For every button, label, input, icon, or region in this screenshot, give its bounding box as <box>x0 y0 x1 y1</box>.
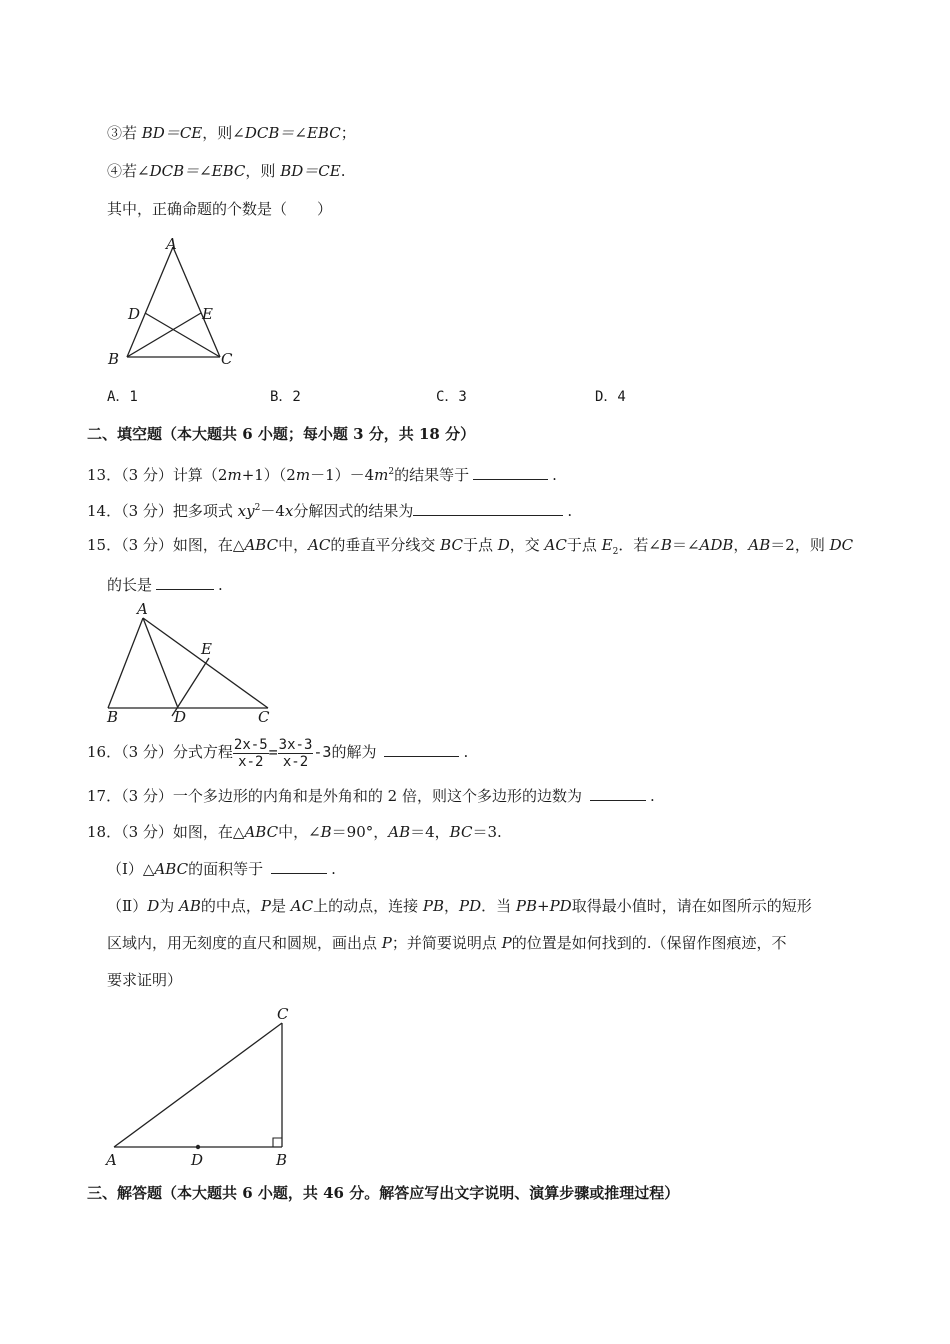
q12-statement-3: ③若 BD＝CE，则∠DCB＝∠EBC； <box>107 124 356 142</box>
q14: 14．（3 分）把多项式 $xy^2-4x$分解因式的结果为 . <box>87 502 573 520</box>
q18-right-triangle-figure <box>100 1002 300 1174</box>
q18-part2-line1: （Ⅱ）D为 AB的中点，P是 AC上的动点，连接 PB，PD．当 PB+PD取得最小值时，请在如图所示的短形 <box>107 897 812 915</box>
q16-fraction-right: $\frac{3x-3}{x-2}$ <box>278 736 313 770</box>
q15-label-e: E <box>201 640 212 658</box>
q17: 17．（3 分）一个多边形的内角和是外角和的 2 倍，则这个多边形的边数为 . <box>87 787 655 805</box>
q18-midpoint-d-dot <box>196 1145 200 1149</box>
q12-statement-4: ④若∠DCB＝∠EBC，则 BD＝CE. <box>107 162 346 180</box>
q17-answer-blank[interactable] <box>590 786 646 801</box>
q15-triangle-figure <box>100 598 280 726</box>
q13-answer-blank[interactable] <box>473 465 548 480</box>
section3-heading: 三、解答题（本大题共 6 小题，共 46 分。解答应写出文字说明、演算步骤或推理过程） <box>87 1184 680 1202</box>
q18-label-b: B <box>276 1151 288 1169</box>
q18-part2-line3: 要求证明） <box>107 971 183 989</box>
q15-line1: 15．（3 分）如图，在△ABC中，AC的垂直平分线交 BC于点 D，交 AC于点 $E_2$．若∠B＝∠ADB，AB＝2，则 DC <box>87 536 854 557</box>
section2-heading: 二、填空题（本大题共 6 小题；每小题 3 分，共 18 分） <box>87 425 476 443</box>
q15-label-b: B <box>107 708 119 726</box>
q12-option-d[interactable]: D．4 <box>595 389 626 405</box>
q12-triangle-figure <box>100 233 250 368</box>
q14-answer-blank[interactable] <box>413 501 563 516</box>
q15-line2: 的长是 . <box>107 576 223 594</box>
q15-label-c: C <box>258 708 270 726</box>
q12-label-e: E <box>202 305 213 323</box>
q18-label-c: C <box>277 1005 289 1023</box>
q18-part1-answer-blank[interactable] <box>271 859 327 874</box>
q12-question: 其中，正确命题的个数是（ ） <box>107 200 333 218</box>
q18-label-a: A <box>106 1151 117 1169</box>
q18-part1: （Ⅰ）△ABC的面积等于 . <box>107 860 336 878</box>
q15-label-a: A <box>137 600 148 618</box>
q12-option-c[interactable]: C．3 <box>436 389 467 405</box>
q12-label-d: D <box>128 305 141 323</box>
q13: 13．（3 分）计算$(2m+1)(2m-1)-4m^2$的结果等于 . <box>87 466 557 484</box>
q16-fraction-left: $\frac{2x-5}{x-2}$ <box>233 736 268 770</box>
q18-part2-line2: 区域内，用无刻度的直尺和圆规，画出点 P；并简要说明点 P的位置是如何找到的.（保留作图痕迹，不 <box>107 934 787 952</box>
q18-label-d: D <box>191 1151 204 1169</box>
q12-label-b: B <box>108 350 120 368</box>
q15-answer-blank[interactable] <box>156 575 214 590</box>
q15-label-d: D <box>174 708 187 726</box>
q12-label-a: A <box>166 235 177 253</box>
q18-stem: 18．（3 分）如图，在△ABC中，∠B＝90°，AB＝4，BC＝3. <box>87 823 502 841</box>
q12-option-a[interactable]: A．1 <box>107 389 138 405</box>
q16-answer-blank[interactable] <box>384 742 459 757</box>
q12-label-c: C <box>221 350 233 368</box>
q12-option-b[interactable]: B．2 <box>270 389 301 405</box>
q16: 16．（3 分）分式方程 $\frac{2x-5}{x-2}$ = $\frac{3x-3}{x-2}$ -3的解为 . <box>87 736 469 770</box>
